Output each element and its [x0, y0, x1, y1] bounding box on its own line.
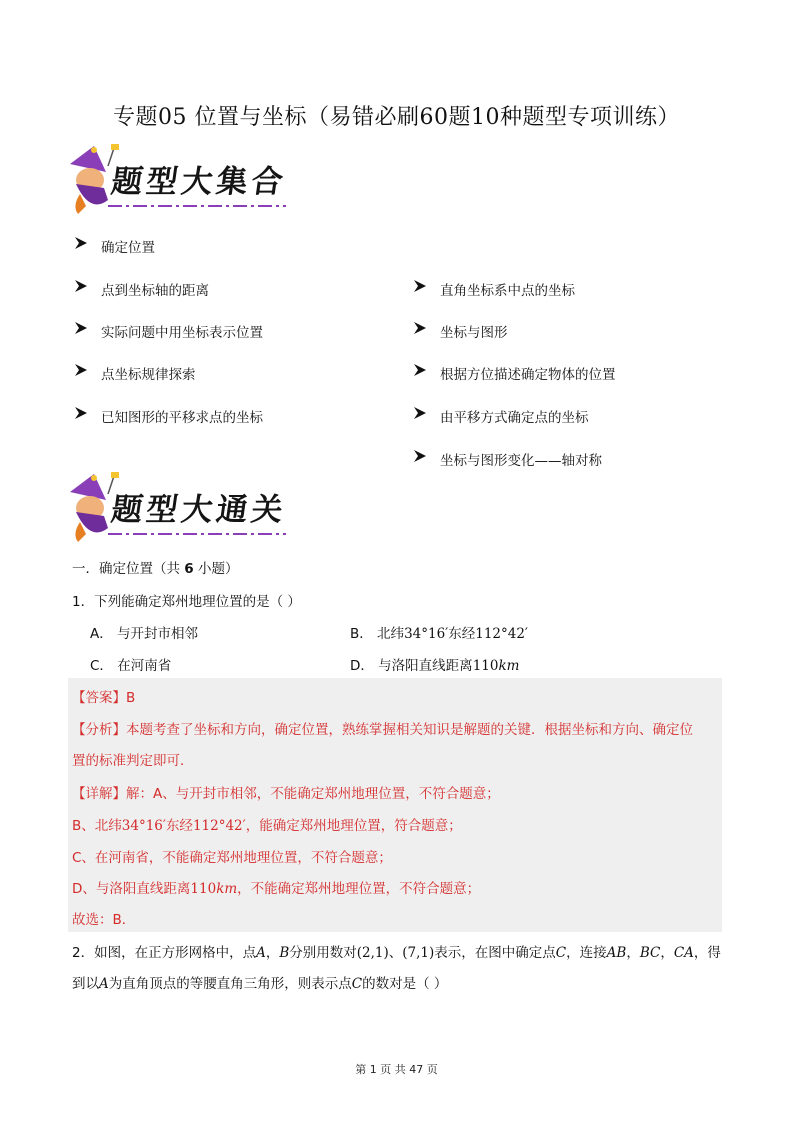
section-banner-title: 题型大通关 — [108, 492, 290, 528]
detail-line-c: C、在河南省，不能确定郑州地理位置，不符合题意； — [72, 850, 392, 866]
section-heading: 一．确定位置（共 6 小题） — [72, 561, 239, 577]
analysis-line-continued: 置的标准判定即可． — [72, 753, 194, 769]
question-1-option-d: D． 与洛阳直线距离110km — [350, 658, 520, 674]
question-1-option-a: A． 与开封市相邻 — [90, 626, 199, 642]
arrow-bullet-icon — [413, 449, 427, 467]
question-1-option-b: B． 北纬34°16′东经112°42′ — [350, 626, 528, 642]
question-1-stem: 1．下列能确定郑州地理位置的是（ ） — [72, 594, 301, 610]
section-banner-practice — [64, 472, 304, 548]
detail-line-a: 【详解】解：A、与开封市相邻，不能确定郑州地理位置，不符合题意； — [72, 786, 500, 802]
page-title: 专题05 位置与坐标（易错必刷60题10种题型专项训练） — [113, 105, 680, 130]
section-banner-summary — [64, 144, 304, 220]
arrow-bullet-icon — [74, 279, 88, 297]
arrow-bullet-icon — [413, 363, 427, 381]
answer-line: 【答案】B — [72, 690, 136, 706]
arrow-bullet-icon — [413, 279, 427, 297]
arrow-bullet-icon — [74, 363, 88, 381]
detail-line-b: B、北纬34°16′东经112°42′，能确定郑州地理位置，符合题意； — [72, 818, 462, 834]
section-banner-title: 题型大集合 — [108, 164, 290, 200]
question-2-stem-line1: 2．如图，在正方形网格中，点A，B分别用数对(2,1)、(7,1)表示，在图中确定点C，连接AB，BC，CA，得 — [72, 945, 721, 961]
analysis-line: 【分析】本题考查了坐标和方向，确定位置，熟练掌握相关知识是解题的关键．根据坐标和方向、确定位 — [72, 722, 693, 738]
detail-line-d: D、与洛阳直线距离110km，不能确定郑州地理位置，不符合题意； — [72, 881, 481, 897]
arrow-bullet-icon — [413, 321, 427, 339]
arrow-bullet-icon — [74, 321, 88, 339]
question-1-option-c: C． 在河南省 — [90, 658, 172, 674]
page-footer: 第 1 页 共 47 页 — [355, 1063, 438, 1076]
question-2-stem-line2: 到以A为直角顶点的等腰直角三角形，则表示点C的数对是（ ） — [72, 976, 448, 992]
arrow-bullet-icon — [74, 406, 88, 424]
arrow-bullet-icon — [413, 406, 427, 424]
arrow-bullet-icon — [74, 236, 88, 254]
conclusion-line: 故选：B． — [72, 912, 136, 928]
